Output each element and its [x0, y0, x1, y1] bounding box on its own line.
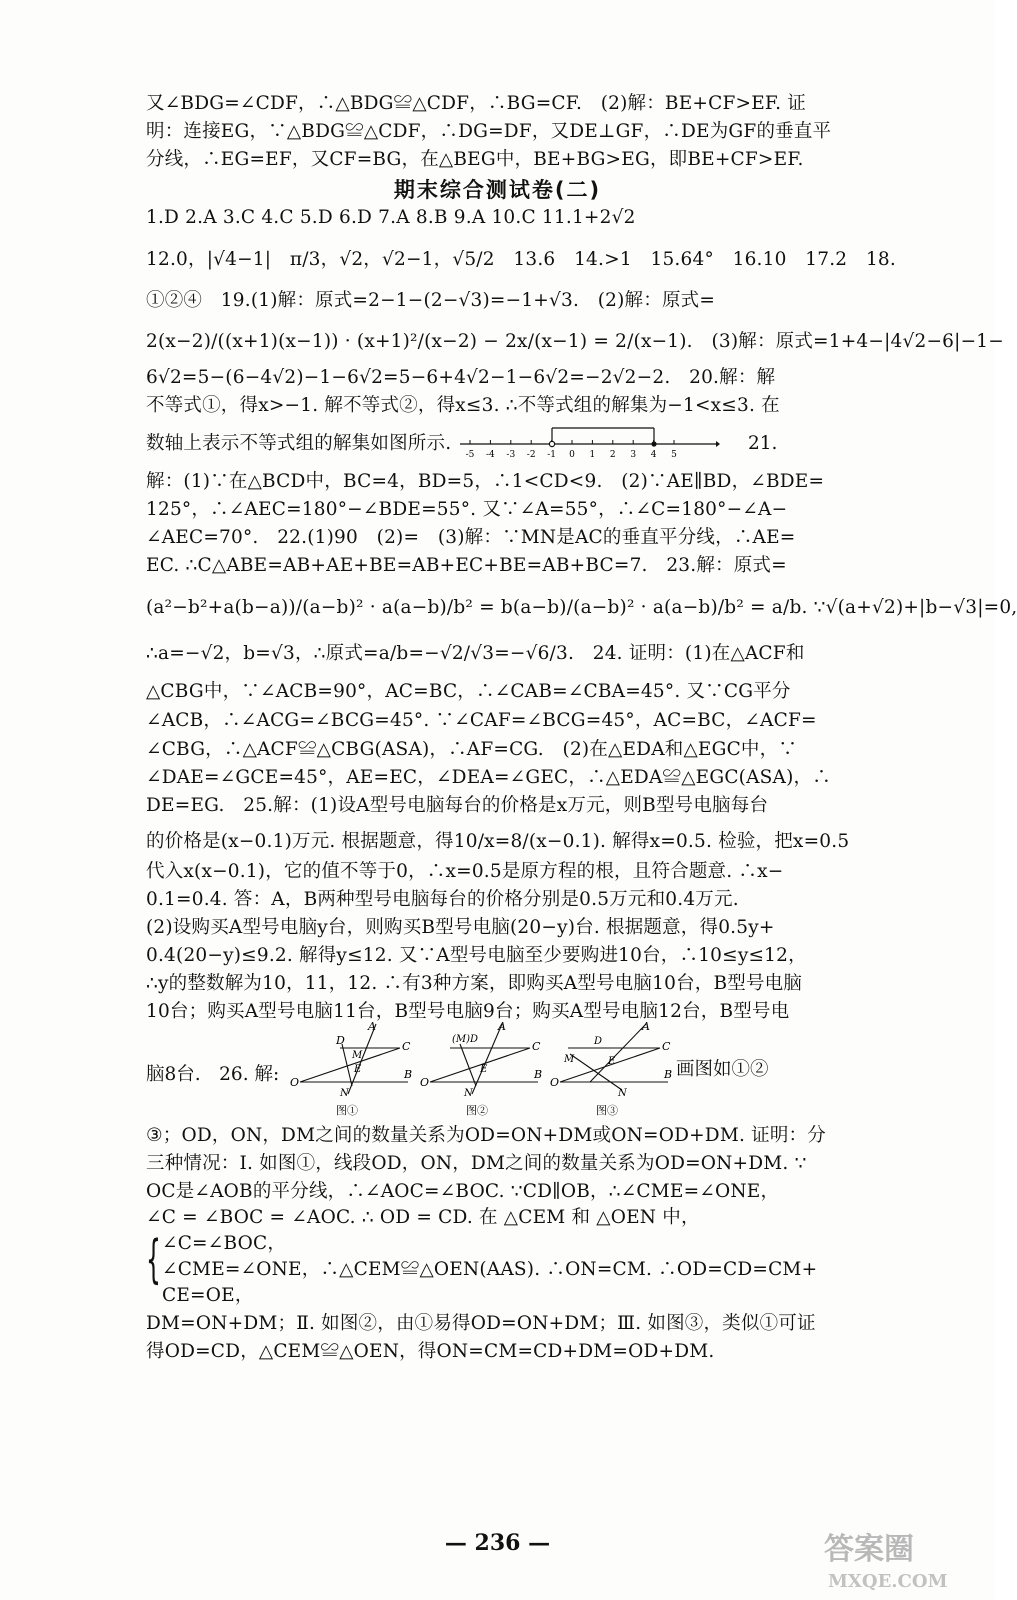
- text-line: 的价格是(x−0.1)万元. 根据题意，得10/x=8/(x−0.1). 解得x=0.5. 检验，把x=0.5: [146, 831, 850, 852]
- svg-text:C: C: [402, 1040, 411, 1053]
- svg-text:B: B: [664, 1068, 673, 1081]
- svg-text:答案圈: 答案圈: [824, 1532, 914, 1567]
- text-line: 不等式①，得x>−1. 解不等式②，得x≤3. ∴不等式组的解集为−1<x≤3. 在: [146, 395, 780, 416]
- svg-text:C: C: [532, 1040, 541, 1053]
- text-line: 2(x−2)/((x+1)(x−1)) · (x+1)²/(x−2) − 2x/(x−1) = 2/(x−1). (3)解：原式=1+4−|4√2−6|−1−: [146, 331, 1004, 352]
- number-line-label: 4: [650, 450, 657, 460]
- number-line-label: -3: [506, 450, 516, 460]
- text-line: 代入x(x−0.1)，它的值不等于0，∴x=0.5是原方程的根，且符合题意. ∴x−: [146, 861, 784, 882]
- text-line: 三种情况：Ⅰ. 如图①，线段OD，ON，DM之间的数量关系为OD=ON+DM. ∵: [146, 1153, 807, 1174]
- text-line: 1.D 2.A 3.C 4.C 5.D 6.D 7.A 8.B 9.A 10.C 11.1+2√2: [146, 207, 636, 228]
- text-line: CE=OE，: [162, 1285, 254, 1306]
- text-line: 12.0，|√4−1| π/3，√2，√2−1，√5/2 13.6 14.>1 15.64° 16.10 17.2 18.: [146, 249, 896, 270]
- text-line: ③；OD，ON，DM之间的数量关系为OD=ON+DM或ON=OD+DM. 证明：分: [146, 1125, 826, 1146]
- question-number: 21.: [748, 433, 778, 454]
- text-line: ∠DAE=∠GCE=45°，AE=EC，∠DEA=∠GEC，∴△EDA≌△EGC(ASA)，∴: [146, 767, 831, 788]
- number-line-label: 3: [630, 450, 637, 460]
- text-line: 6√2=5−(6−4√2)−1−6√2=5−6+4√2−1−6√2=−2√2−2. 20.解：解: [146, 367, 776, 388]
- number-line-figure: [458, 420, 720, 460]
- text-line: 分线，∴EG=EF，又CF=BG，在△BEG中，BE+BG>EG，即BE+CF>EF.: [146, 149, 804, 170]
- text-line: 得OD=CD，△CEM≌△OEN，得ON=CM=CD+DM=OD+DM.: [146, 1341, 715, 1362]
- text-line: ∠C = ∠BOC = ∠AOC. ∴ OD = CD. 在 △CEM 和 △OEN 中，: [146, 1207, 700, 1228]
- text-line: 脑8台. 26. 解:: [146, 1064, 280, 1085]
- svg-text:D: D: [594, 1036, 603, 1047]
- text-line: DM=ON+DM；Ⅱ. 如图②，由①易得OD=ON+DM；Ⅲ. 如图③，类似①可证: [146, 1313, 816, 1334]
- svg-text:M: M: [564, 1054, 575, 1065]
- text-line: 0.4(20−y)≤9.2. 解得y≤12. 又∵A型号电脑至少要购进10台，∴10≤y≤12，: [146, 945, 807, 966]
- svg-text:B: B: [404, 1068, 413, 1081]
- text-line: ∠CME=∠ONE，∴△CEM≌△OEN(AAS). ∴ON=CM. ∴OD=CD=CM+: [162, 1259, 818, 1280]
- svg-text:O: O: [290, 1076, 300, 1089]
- text-line: OC是∠AOB的平分线，∴∠AOC=∠BOC. ∵CD∥OB，∴∠CME=∠ONE，: [146, 1181, 780, 1202]
- svg-text:MXQE.COM: MXQE.COM: [828, 1571, 948, 1592]
- text-line: ∴a=−√2，b=√3，∴原式=a/b=−√2/√3=−√6/3. 24. 证明：(1)在△ACF和: [146, 643, 805, 664]
- text-line: 明：连接EG，∵△BDG≌△CDF，∴DG=DF，又DE⊥GF，∴DE为GF的垂直平: [146, 121, 832, 142]
- svg-text:(M)D: (M)D: [452, 1034, 479, 1045]
- svg-text:A: A: [642, 1020, 650, 1033]
- text-line: 125°，∴∠AEC=180°−∠BDE=55°. 又∵∠A=55°，∴∠C=180°−∠A−: [146, 499, 788, 520]
- number-line-label: 5: [671, 450, 677, 460]
- figure-2: [420, 1018, 550, 1118]
- figure-1: [290, 1018, 420, 1118]
- number-line-label: 2: [609, 450, 616, 460]
- text-line: 画图如①②: [676, 1059, 769, 1080]
- svg-text:M: M: [352, 1050, 363, 1061]
- figure-caption: 图③: [596, 1104, 618, 1117]
- text-line: ∴y的整数解为10，11，12. ∴有3种方案，即购买A型号电脑10台，B型号电脑: [146, 973, 803, 994]
- number-line-label: -1: [547, 450, 556, 460]
- svg-text:C: C: [662, 1040, 671, 1053]
- text-line: ∠C=∠BOC，: [162, 1233, 287, 1254]
- text-line: 数轴上表示不等式组的解集如图所示.: [146, 433, 452, 454]
- svg-text:N: N: [618, 1088, 627, 1099]
- figure-caption: 图①: [336, 1104, 358, 1117]
- number-line-label: 1: [589, 450, 596, 460]
- text-line: ①②④ 19.(1)解：原式=2−1−(2−√3)=−1+√3. (2)解：原式=: [146, 290, 716, 311]
- figure-caption: 图②: [466, 1104, 488, 1117]
- text-line: 解：(1)∵在△BCD中，BC=4，BD=5，∴1<CD<9. (2)∵AE∥BD，∠BDE=: [146, 471, 825, 492]
- svg-text:E: E: [480, 1064, 488, 1075]
- svg-text:D: D: [336, 1034, 345, 1047]
- text-line: △CBG中，∵∠ACB=90°，AC=BC，∴∠CAB=∠CBA=45°. 又∵CG平分: [146, 681, 791, 702]
- svg-text:E: E: [608, 1056, 616, 1067]
- page-number: — 236 —: [444, 1530, 551, 1556]
- svg-text:N: N: [340, 1088, 349, 1099]
- svg-text:N: N: [464, 1088, 473, 1099]
- svg-text:E: E: [354, 1064, 362, 1075]
- svg-text:A: A: [368, 1020, 376, 1033]
- text-line: EC. ∴C△ABE=AB+AE+BE=AB+EC+BE=AB+BC=7. 23.解：原式=: [146, 555, 787, 576]
- figure-3: [550, 1018, 680, 1118]
- text-line: ∠AEC=70°. 22.(1)90 (2)= (3)解：∵MN是AC的垂直平分线，∴AE=: [146, 527, 796, 548]
- text-line: 又∠BDG=∠CDF，∴△BDG≌△CDF，∴BG=CF. (2)解：BE+CF>EF. 证: [146, 93, 806, 114]
- text-line: DE=EG. 25.解：(1)设A型号电脑每台的价格是x万元，则B型号电脑每台: [146, 795, 769, 816]
- number-line-label: -2: [526, 450, 536, 460]
- brace: {: [146, 1230, 161, 1290]
- number-line-label: 0: [569, 450, 575, 460]
- watermark-logo: [820, 1525, 985, 1595]
- text-line: (2)设购买A型号电脑y台，则购买B型号电脑(20−y)台. 根据题意，得0.5y+: [146, 917, 775, 938]
- text-line: (a²−b²+a(b−a))/(a−b)² · a(a−b)/b² = b(a−b)/(a−b)² · a(a−b)/b² = a/b. ∵√(a+√2)+|b−√3|=0,: [146, 597, 1017, 618]
- svg-text:O: O: [550, 1076, 560, 1089]
- text-line: 10台；购买A型号电脑11台，B型号电脑9台；购买A型号电脑12台，B型号电: [146, 1001, 790, 1022]
- number-line-label: -5: [465, 450, 475, 460]
- svg-text:B: B: [534, 1068, 543, 1081]
- text-line: ∠CBG，∴△ACF≌△CBG(ASA)，∴AF=CG. (2)在△EDA和△EGC中，∵: [146, 739, 798, 760]
- text-line: ∠ACB，∴∠ACG=∠BCG=45°. ∵∠CAF=∠BCG=45°，AC=BC，∠ACF=: [146, 710, 817, 731]
- number-line-label: -4: [486, 450, 495, 460]
- section-title: 期末综合测试卷(二): [393, 178, 602, 202]
- svg-text:O: O: [420, 1076, 430, 1089]
- text-line: 0.1=0.4. 答：A，B两种型号电脑每台的价格分别是0.5万元和0.4万元.: [146, 889, 739, 910]
- svg-text:A: A: [498, 1020, 506, 1033]
